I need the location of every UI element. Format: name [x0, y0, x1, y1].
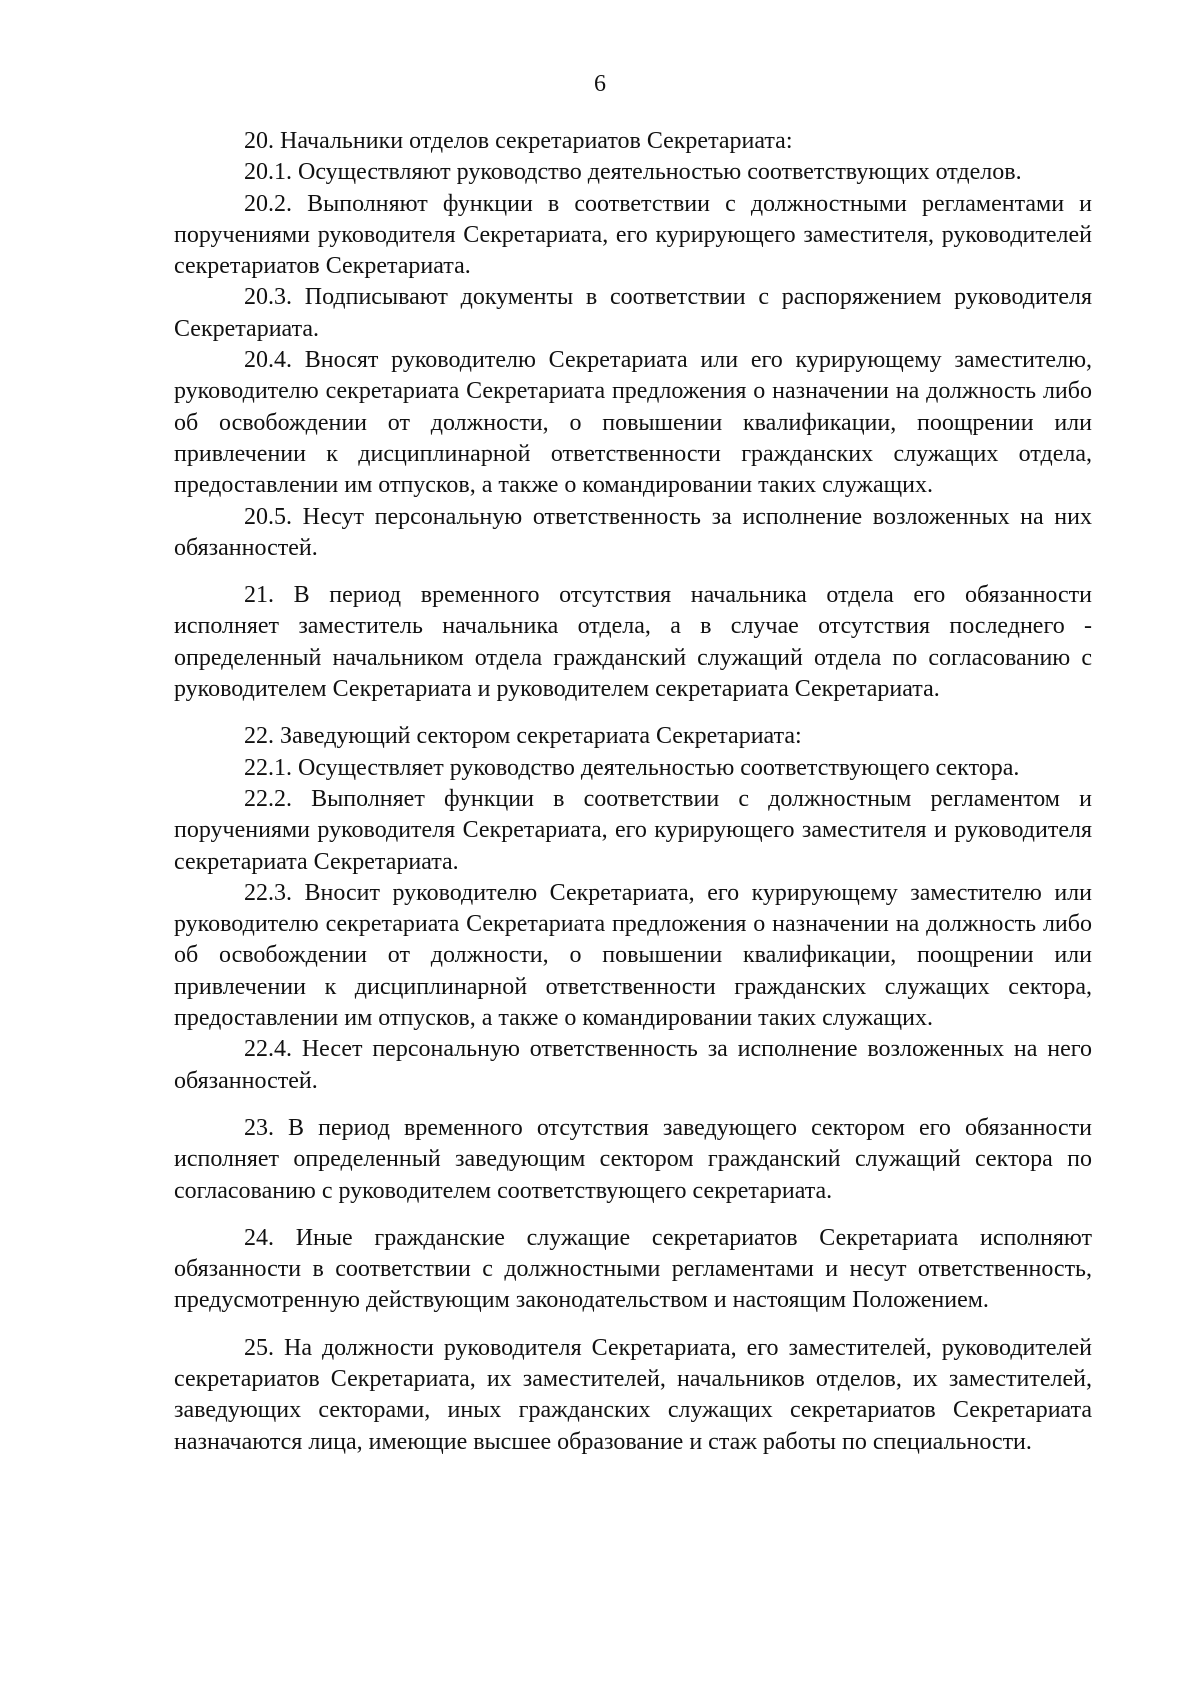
paragraph-21: 21. В период временного отсутствия начальника отдела его обязанности исполняет заместитель начальника отдела, а в случае отсутствия последнего - определенный начальником отдела гражданский служащий отдела по согласованию с руководителем Секретариата и руководителем секретариата Секретариата. [174, 582, 1092, 703]
paragraph-20-1: 20.1. Осуществляют руководство деятельностью соответствующих отделов. [244, 159, 1022, 186]
paragraph-20-3: 20.3. Подписывают документы в соответствии с распоряжением руководителя Секретариата. [174, 284, 1092, 342]
paragraph-22-4: 22.4. Несет персональную ответственность за исполнение возложенных на него обязанностей. [174, 1036, 1092, 1094]
paragraph-20-2: 20.2. Выполняют функции в соответствии с должностными регламентами и поручениями руководителя Секретариата, его курирующего заместителя, руководителей секретариатов Секретариата. [174, 190, 1092, 280]
paragraph-20: 20. Начальники отделов секретариатов Секретариата: [244, 128, 793, 154]
paragraph-25: 25. На должности руководителя Секретариата, его заместителей, руководителей секретариатов Секретариата, их заместителей, начальников отделов, их заместителей, заведующих секторами, иных гражданских служащих секретариатов Секретариата назначаются лица, имеющие высшее образование и стаж работы по специальности. [174, 1334, 1092, 1455]
document-body [174, 126, 1092, 1458]
paragraph-23: 23. В период временного отсутствия заведующего сектором его обязанности исполняет определенный заведующим сектором гражданский служащий сектора по согласованию с руководителем соответствующего секретариата. [174, 1114, 1092, 1204]
paragraph-20-4: 20.4. Вносят руководителю Секретариата или его курирующему заместителю, руководителю секретариата Секретариата предложения о назначении на должность либо об освобождении от должности, о повышении квалификации, поощрении или привлечении к дисциплинарной ответственности гражданских служащих отдела, предоставлении им отпусков, а также о командировании таких служащих. [174, 347, 1092, 499]
paragraph-22: 22. Заведующий сектором секретариата Секретариата: [244, 723, 802, 750]
paragraph-22-2: 22.2. Выполняет функции в соответствии с должностным регламентом и поручениями руководителя Секретариата, его курирующего заместителя и руководителя секретариата Секретариата. [174, 785, 1092, 875]
paragraph-24: 24. Иные гражданские служащие секретариатов Секретариата исполняют обязанности в соответствии с должностными регламентами и несут ответственность, предусмотренную действующим законодательством и настоящим Положением. [174, 1224, 1092, 1314]
paragraph-22-3: 22.3. Вносит руководителю Секретариата, его курирующему заместителю или руководителю секретариата Секретариата предложения о назначении на должность либо об освобождении от должности, о повышении квалификации, поощрении или привлечении к дисциплинарной ответственности гражданских служащих сектора, предоставлении им отпусков, а также о командировании таких служащих. [174, 879, 1092, 1032]
page-number: 6 [594, 71, 606, 97]
paragraph-22-1: 22.1. Осуществляет руководство деятельностью соответствующего сектора. [244, 754, 1020, 781]
paragraph-20-5: 20.5. Несут персональную ответственность за исполнение возложенных на них обязанностей. [174, 503, 1092, 561]
